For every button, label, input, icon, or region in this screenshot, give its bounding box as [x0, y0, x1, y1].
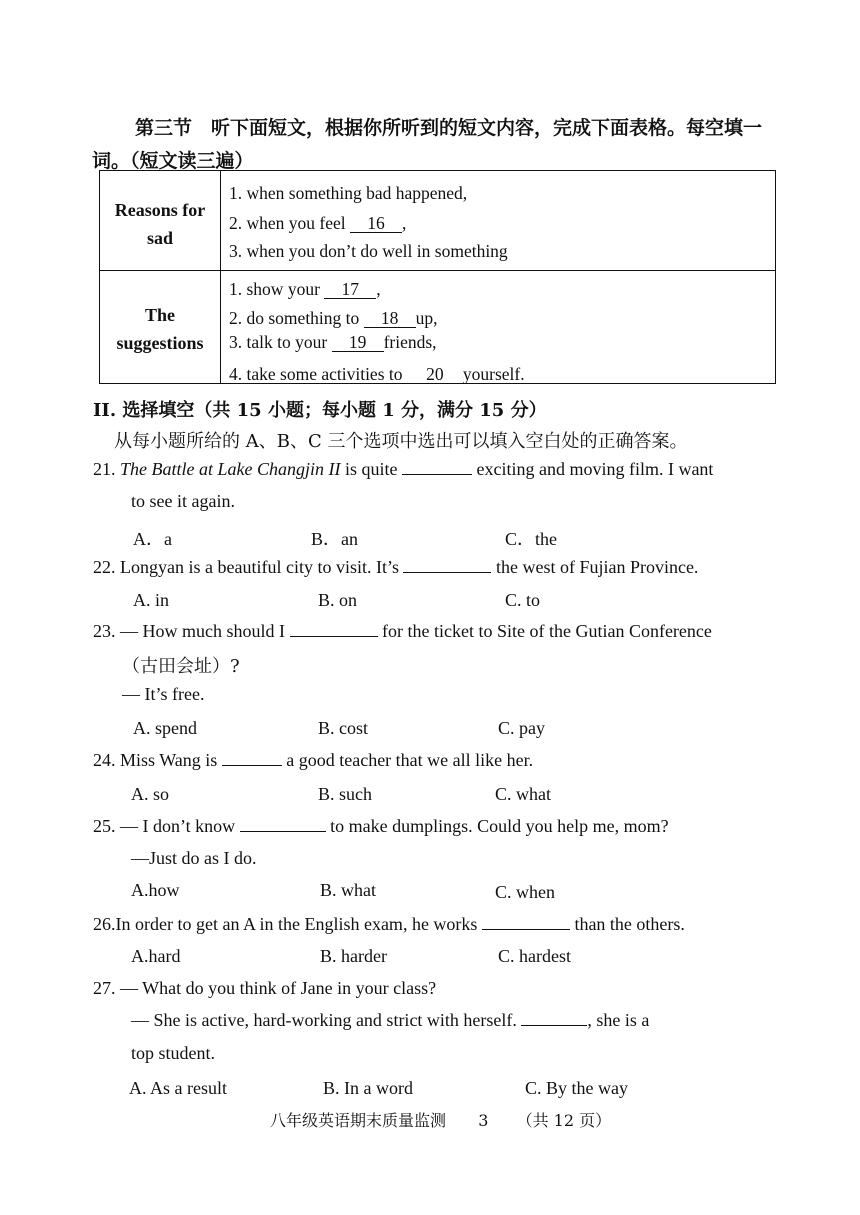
part2-title: II. 选择填空（共 15 小题；每小题 1 分，满分 15 分）	[93, 400, 547, 421]
page-footer	[270, 1108, 611, 1131]
option-c[interactable]: C. By the way	[525, 1078, 628, 1098]
option-b[interactable]: B. what	[320, 880, 376, 900]
question-27-reply: — She is active, hard-working and strict with herself. , she is a	[131, 1010, 650, 1030]
question-27: 27. — What do you think of Jane in your class?	[93, 978, 437, 998]
option-a[interactable]: A. in	[133, 590, 169, 610]
part2-instruction: 从每小题所给的 A、B、C 三个选项中选出可以填入空白处的正确答案。	[114, 431, 688, 452]
option-a[interactable]: A. so	[131, 784, 170, 804]
option-b[interactable]: B. on	[318, 590, 358, 610]
question-22: 22. Longyan is a beautiful city to visit. It’s the west of Fujian Province.	[93, 557, 699, 577]
option-c[interactable]: C. to	[505, 590, 541, 610]
answer-blank[interactable]	[290, 622, 378, 637]
suggestion-row-4: 4. take some activities to 20 yourself.	[229, 364, 525, 384]
question-25: 25. — I don’t know to make dumplings. Could you help me, mom?	[93, 816, 669, 836]
blank-20[interactable]: 20	[407, 365, 463, 384]
question-21-cont: to see it again.	[131, 491, 235, 511]
table-divider-horizontal	[100, 270, 775, 271]
reason-row-2: 2. when you feel 16 ,	[229, 213, 407, 233]
blank-19[interactable]: 19	[332, 333, 384, 352]
option-b[interactable]: B. harder	[320, 946, 387, 966]
answer-blank[interactable]	[240, 817, 326, 832]
section-heading-cont: 词。（短文读三遍）	[92, 150, 254, 172]
option-b[interactable]: B. such	[318, 784, 372, 804]
option-c[interactable]: C．the	[505, 529, 557, 549]
option-c[interactable]: C. what	[495, 784, 551, 804]
option-a[interactable]: A. As a result	[129, 1078, 227, 1098]
answer-blank[interactable]	[402, 460, 472, 475]
question-23: 23. — How much should I for the ticket to Site of the Gutian Conference	[93, 621, 712, 641]
question-23-cont: （古田会址）?	[122, 656, 240, 677]
answer-blank[interactable]	[222, 751, 282, 766]
blank-18[interactable]: 18	[364, 309, 416, 328]
suggestion-row-1: 1. show your 17 ,	[229, 279, 381, 299]
answer-blank[interactable]	[482, 915, 570, 930]
suggestions-header: The suggestions	[116, 305, 204, 353]
option-c[interactable]: C. pay	[498, 718, 545, 738]
reasons-header: Reasons for sad	[114, 200, 206, 248]
answer-blank[interactable]	[403, 558, 491, 573]
option-a[interactable]: A.hard	[131, 946, 181, 966]
blank-17[interactable]: 17	[324, 280, 376, 299]
reason-row-1: 1. when something bad happened,	[229, 183, 468, 203]
question-23-reply: — It’s free.	[122, 684, 205, 704]
option-b[interactable]: B．an	[311, 529, 358, 549]
answer-blank[interactable]	[521, 1011, 587, 1026]
page-number: 3	[478, 1111, 489, 1130]
blank-16[interactable]: 16	[350, 214, 402, 233]
option-a[interactable]: A．a	[133, 529, 172, 549]
page-total: （共 12 页）	[516, 1111, 612, 1130]
reason-row-3: 3. when you don’t do well in something	[229, 241, 508, 261]
option-a[interactable]: A. spend	[133, 718, 197, 738]
question-24: 24. Miss Wang is a good teacher that we all like her.	[93, 750, 534, 770]
option-a[interactable]: A.how	[131, 880, 180, 900]
option-c[interactable]: C. hardest	[498, 946, 571, 966]
table-divider-vertical	[220, 171, 221, 383]
question-21: 21. The Battle at Lake Changjin II is quite exciting and moving film. I want	[93, 459, 714, 479]
section-heading: 第三节 听下面短文，根据你所听到的短文内容，完成下面表格。每空填一	[135, 117, 763, 139]
option-b[interactable]: B. cost	[318, 718, 369, 738]
option-b[interactable]: B. In a word	[323, 1078, 413, 1098]
suggestion-row-3: 3. talk to your 19 friends,	[229, 332, 437, 352]
footer-title: 八年级英语期末质量监测	[270, 1111, 447, 1130]
option-c[interactable]: C. when	[495, 882, 555, 902]
question-27-cont: top student.	[131, 1043, 215, 1063]
question-26: 26.In order to get an A in the English exam, he works than the others.	[93, 914, 685, 934]
question-25-reply: —Just do as I do.	[131, 848, 257, 868]
listening-table	[99, 170, 776, 384]
suggestion-row-2: 2. do something to 18 up,	[229, 308, 438, 328]
